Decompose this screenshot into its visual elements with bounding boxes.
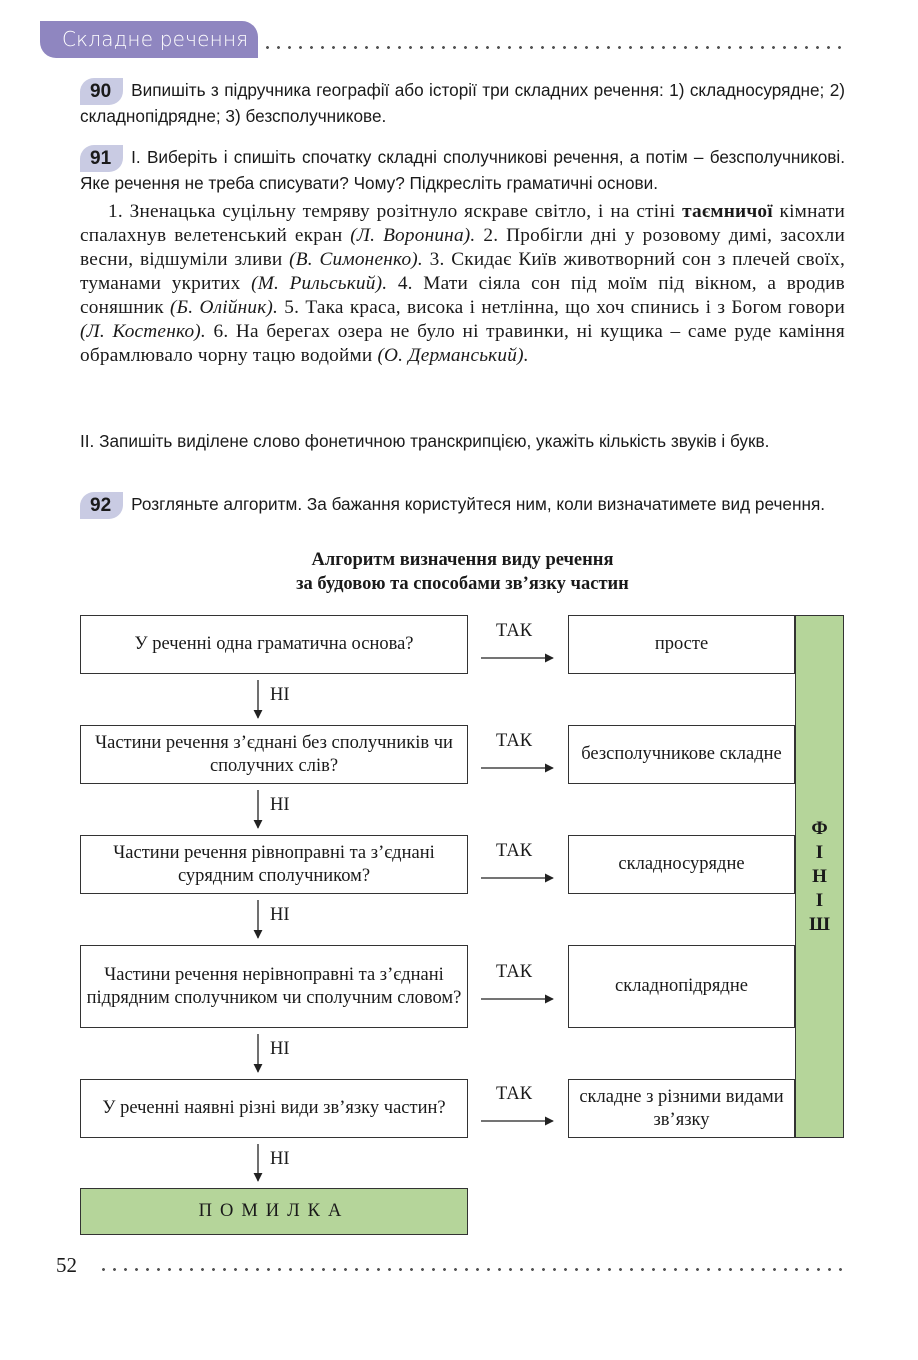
result-box-2: безсполучникове складне: [568, 725, 795, 784]
no-label: НІ: [270, 795, 290, 815]
result-box-4: складнопідрядне: [568, 945, 795, 1028]
exercise-number-badge: 92: [80, 492, 123, 519]
no-label: НІ: [270, 905, 290, 925]
exercise-90: [80, 78, 845, 128]
no-label: НІ: [270, 685, 290, 705]
author: (М. Рильський).: [251, 273, 388, 294]
yes-label: ТАК: [496, 1084, 533, 1104]
exercise-91: [80, 145, 845, 195]
sentence-5: 5. Така краса, висока і нетлінна, що хоч спинись і з Богом говори (Л. Костенко).: [80, 297, 845, 342]
finish-letter: І: [815, 841, 824, 863]
exercise-number-badge: 90: [80, 78, 123, 105]
question-box-2: Частини речення з’єднані без сполучників чи сполучних слів?: [80, 725, 468, 784]
highlighted-word: таємничої: [682, 201, 773, 222]
result-box-3: складносурядне: [568, 835, 795, 894]
question-box-3: Частини речення рівноправні та з’єднані сурядним сполучником?: [80, 835, 468, 894]
algorithm-subtitle: за будовою та способами зв’язку частин: [296, 574, 629, 594]
question-box-5: У реченні наявні різні види зв’язку частин?: [80, 1079, 468, 1138]
finish-letter: Н: [812, 865, 827, 887]
author: (Б. Олійник).: [170, 297, 279, 318]
yes-label: ТАК: [496, 962, 533, 982]
yes-label: ТАК: [496, 621, 533, 641]
sentence-4: 4. Мати сіяла сон під моїм під вікном, а вродив соняшник (Б. Олійник).: [80, 273, 845, 318]
question-box-1: У реченні одна граматична основа?: [80, 615, 468, 674]
page-number: 52: [56, 1253, 77, 1277]
finish-letter: Ш: [809, 913, 830, 935]
result-box-5: складне з різними видами зв’язку: [568, 1079, 795, 1138]
dotted-rule-top: [262, 46, 847, 49]
finish-letter: І: [815, 889, 824, 911]
exercise-text: Випишіть з підручника географії або історії три складних речення: 1) складносурядне; 2) складнопідрядне; 3) безсполучникове.: [80, 80, 845, 126]
sentence-2: 2. Пробігли дні у розовому димі, засохли весни, відшуміли зливи (В. Симоненко).: [80, 225, 845, 270]
finish-letter: Ф: [811, 817, 828, 839]
algorithm-title: Алгоритм визначення виду речення: [311, 550, 614, 570]
sentence-1: 1. Зненацька суцільну темряву розітнуло яскраве світло, і на стіні таємничої кімнати спалахнув велетенський екран (Л. Воронина).: [80, 201, 845, 246]
exercise-91-sentences: [80, 200, 845, 368]
author: (Л. Костенко).: [80, 321, 206, 342]
dotted-rule-bottom: [98, 1268, 847, 1271]
no-label: НІ: [270, 1149, 290, 1169]
yes-label: ТАК: [496, 731, 533, 751]
no-label: НІ: [270, 1039, 290, 1059]
finish-column: [795, 615, 844, 1138]
author: (О. Дерманський).: [377, 345, 529, 366]
exercise-task-1: І. Виберіть і спишіть спочатку складні сполучникові речення, а потім – безсполучникові. Яке речення не треба списувати? Чому? Підкресліть граматичні основи.: [80, 147, 845, 193]
exercise-92: [80, 492, 845, 519]
exercise-text: Розгляньте алгоритм. За бажання користуйтеся ним, коли визначатимете вид речення.: [131, 494, 826, 514]
author: (В. Симоненко).: [289, 249, 423, 270]
section-title: Складне речення: [40, 21, 258, 58]
sentence-3: 3. Скидає Київ животворний сон з плечей своїх, туманами укритих (М. Рильський).: [80, 249, 845, 294]
sentence-6: 6. На берегах озера не було ні травинки, ні кущика – саме руде каміння обрамлювало чорну тацю водойми (О. Дерманський).: [80, 321, 845, 366]
question-box-4: Частини речення нерівноправні та з’єднані підрядним сполучником чи сполучним словом?: [80, 945, 468, 1028]
result-box-1: просте: [568, 615, 795, 674]
author: (Л. Воронина).: [350, 225, 476, 246]
exercise-number-badge: 91: [80, 145, 123, 172]
yes-label: ТАК: [496, 841, 533, 861]
error-box: ПОМИЛКА: [80, 1188, 468, 1235]
exercise-91-task-2: ІІ. Запишіть виділене слово фонетичною транскрипцією, укажіть кількість звуків і букв.: [80, 431, 770, 451]
